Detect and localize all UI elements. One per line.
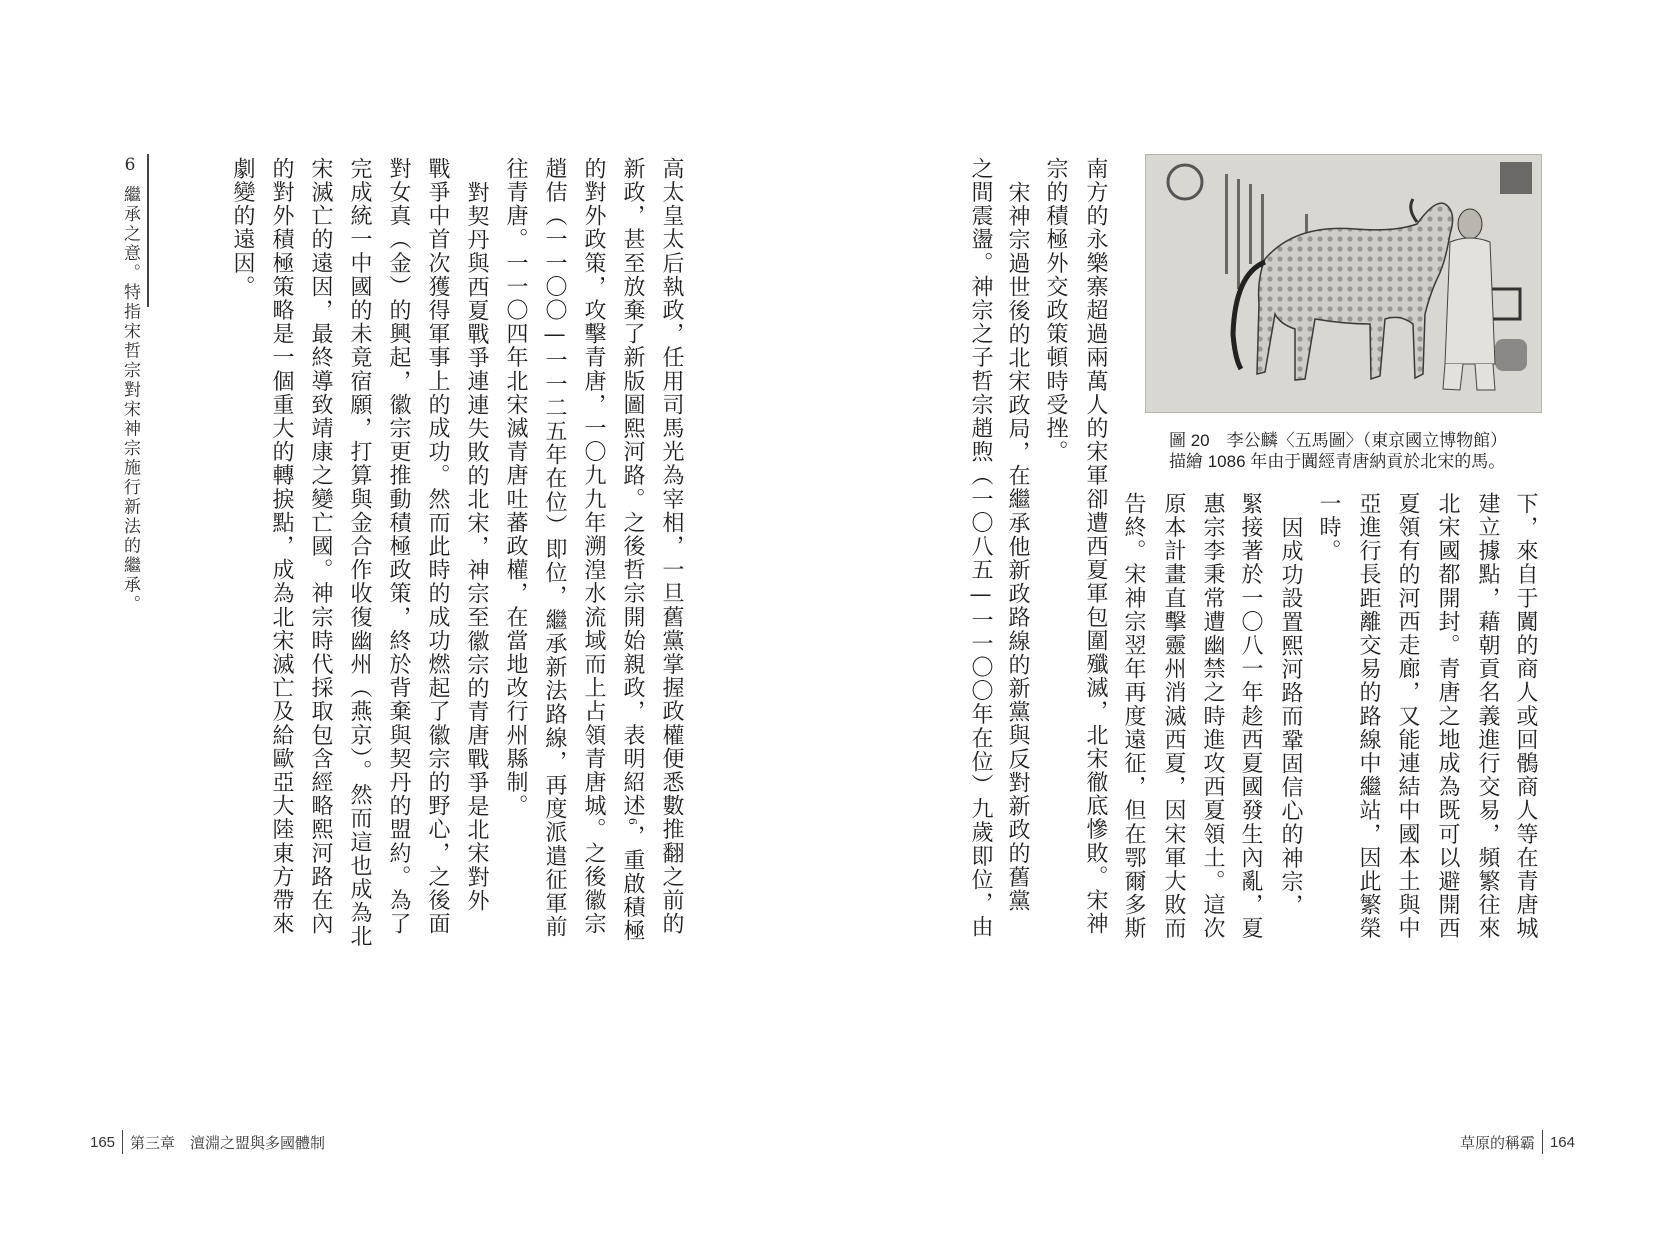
paragraph-start-column: 宋神宗過世後的北宋政局，在繼承他新政路線的新黨與反對新政的舊黨 — [1005, 180, 1030, 913]
body-text-column: 的對外積極策略是一個重大的轉捩點，成為北宋滅亡及給歐亞大陸東方帶來 — [269, 157, 294, 936]
horse-painting-image — [1145, 154, 1542, 413]
footnote-divider — [147, 154, 149, 307]
body-text-column: 宋滅亡的遠因，最終導致靖康之變亡國。神宗時代採取包含經略熙河路在內 — [308, 157, 333, 936]
body-text-column: 緊接著於一〇八一年趁西夏國發生內亂，夏 — [1238, 492, 1263, 941]
seal-icon — [1500, 162, 1532, 194]
body-text-column: 之間震盪。神宗之子哲宗趙煦（一〇八五—一一〇〇年在位）九歲即位，由 — [968, 157, 993, 939]
body-text-column: 劇變的遠因。 — [230, 157, 255, 299]
body-text-column: 宗的積極外交政策頓時受挫。 — [1043, 157, 1068, 464]
body-text-column: 一時。 — [1316, 492, 1341, 563]
body-text-column: 戰爭中首次獲得軍事上的成功。然而此時的成功燃起了徽宗的野心，之後面 — [425, 157, 450, 936]
body-text-column: 高太皇太后執政，任用司馬光為宰相，一旦舊黨掌握政權便悉數推翻之前的 — [659, 157, 684, 936]
page-footer — [90, 1130, 325, 1154]
page-number: 165 — [90, 1133, 116, 1151]
body-text-column: 南方的永樂寨超過兩萬人的宋軍卻遭西夏軍包圍殲滅，北宋徹底慘敗。宋神 — [1083, 157, 1108, 936]
footnote-text: 繼承之意。特指宋哲宗對宋神宗施行新法的繼承。 — [120, 185, 140, 615]
painting-five-horses — [1145, 154, 1542, 413]
footer-divider — [1542, 1130, 1543, 1154]
text-segment: 新政，甚至放棄了新版圖熙河路。之後哲宗開始親政，表明紹述 — [620, 157, 645, 818]
body-text-column: 惠宗李秉常遭幽禁之時進攻西夏領土。這次 — [1200, 492, 1225, 941]
body-text-column: 往青唐。一一〇四年北宋滅青唐吐蕃政權，在當地改行州縣制。 — [503, 157, 528, 818]
body-text-column: 對女真（金）的興起，徽宗更推動積極政策，終於背棄與契丹的盟約。為了 — [386, 157, 411, 936]
page-number: 164 — [1549, 1133, 1575, 1151]
body-text-column: 告終。宋神宗翌年再度遠征，但在鄂爾多斯 — [1121, 492, 1146, 941]
body-text-column — [620, 157, 644, 943]
running-head: 草原的稱霸 — [1459, 1133, 1535, 1152]
paragraph-start-column: 對契丹與西夏戰爭連連失敗的北宋，神宗至徽宗的青唐戰爭是北宋對外 — [464, 180, 489, 913]
body-text-column: 亞進行長距離交易的路線中繼站，因此繁榮 — [1356, 492, 1381, 941]
running-head: 第三章 澶淵之盟與多國體制 — [130, 1133, 326, 1152]
paragraph-start-column: 因成功設置熙河路而鞏固信心的神宗， — [1278, 515, 1303, 917]
body-text-column: 完成統一中國的未竟宿願，打算與金合作收復幽州（燕京）。然而這也成為北 — [347, 157, 372, 949]
body-text-column: 建立據點，藉朝貢名義進行交易，頻繁往來 — [1475, 492, 1500, 941]
figure-caption-title: 圖 20 李公麟〈五馬圖〉（東京國立博物館） — [1169, 431, 1508, 450]
footnote-reference: 6 — [626, 817, 639, 825]
footnote-number: 6 — [120, 155, 140, 178]
body-text-column: 北宋國都開封。青唐之地成為既可以避開西 — [1435, 492, 1460, 941]
figure-caption-description: 描繪 1086 年由于闐經青唐納貢於北宋的馬。 — [1169, 452, 1506, 471]
body-text-column: 夏領有的河西走廊，又能連結中國本土與中 — [1395, 492, 1420, 941]
body-text-column: 下，來自于闐的商人或回鶻商人等在青唐城 — [1513, 492, 1538, 941]
page-footer — [1460, 1130, 1575, 1154]
body-text-column: 趙佶（一一〇〇—一一二五年在位）即位，繼承新法路線，再度派遣征軍前 — [542, 157, 567, 939]
body-text-column: 的對外政策，攻擊青唐，一〇九九年溯湟水流域而上占領青唐城。之後徽宗 — [581, 157, 606, 936]
seal-icon — [1495, 339, 1527, 371]
footnote — [120, 155, 140, 615]
text-segment: ，重啟積極 — [620, 824, 645, 943]
body-text-column: 原本計畫直擊靈州消滅西夏，因宋軍大敗而 — [1161, 492, 1186, 941]
footer-divider — [122, 1130, 123, 1154]
